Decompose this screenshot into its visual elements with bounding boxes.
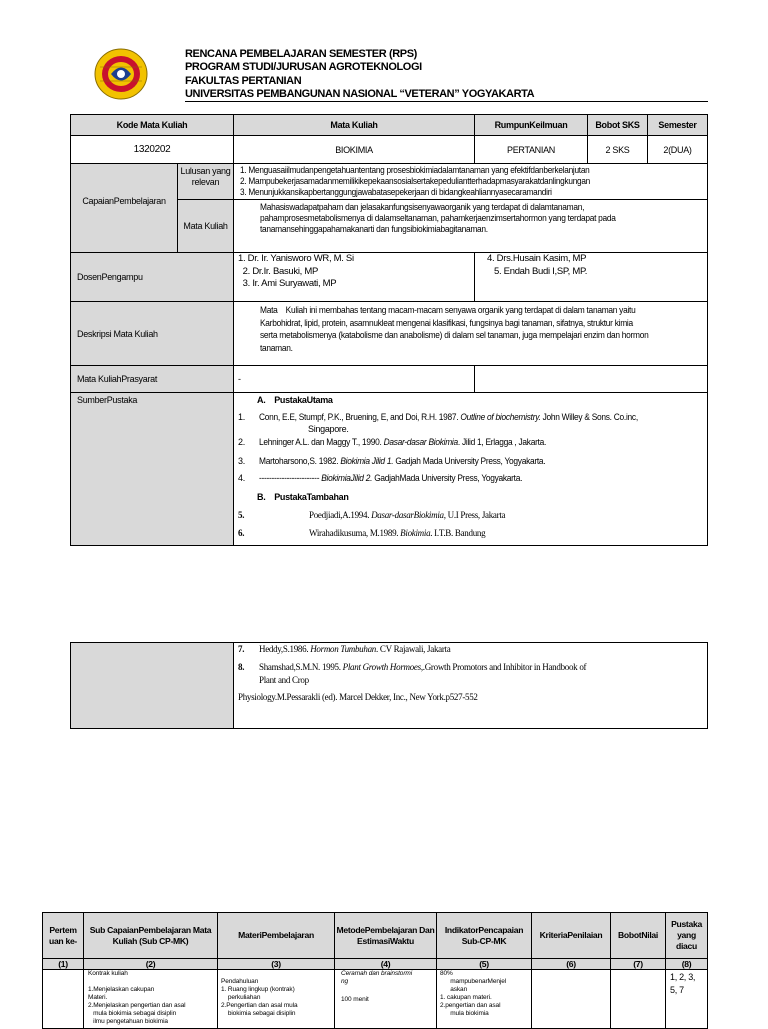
reference-title: Biokimia Jilid 1.: [340, 456, 394, 466]
pustaka-ref-line: 5, 7: [670, 985, 684, 995]
schedule-header-materi: MateriPembelajaran: [217, 912, 335, 959]
metode-spacer: [341, 986, 434, 996]
indikator-line: mampubenarMenjel: [440, 978, 507, 985]
lulusan-item: 2. Mampubekerjasamadanmemilikikepekaansosialsertakepeduliantterhadapmasyarakatdanlingkungan: [240, 176, 591, 186]
header-title: RENCANA PEMBELAJARAN SEMESTER (RPS): [185, 48, 417, 60]
reference-entry: [259, 437, 546, 447]
reference-title: BiokimiaJilid 2.: [321, 473, 373, 483]
metode-line: ng: [341, 978, 349, 985]
reference-text: Poedjiadi,A.1994.: [309, 510, 372, 520]
reference-entry: Physiology.M.Pessarakli (ed). Marcel Dekker, Inc., New York.p527-552: [238, 692, 478, 702]
subcp-line: ilmu pengetahuan biokimia: [88, 1018, 168, 1025]
dosen-name: 1. Dr. Ir. Yanisworo WR, M. Si: [238, 253, 354, 264]
value-kode: 1320202: [70, 135, 234, 164]
deskripsi-line: Karbohidrat, lipid, protein, asamnukleat mengenai klasifikasi, fungsinya bagi tanaman, sifatnya, struktur kimia: [260, 317, 633, 328]
reference-number: 8.: [238, 662, 245, 672]
reference-text: John Willey & Sons. Co.inc,: [540, 412, 638, 422]
reference-text: . CV Rajawali, Jakarta: [375, 644, 451, 654]
university-logo: [94, 47, 148, 101]
schedule-colnum: (4): [334, 958, 437, 970]
lulusan-item: 1. Menguasaiilmudanpengetahuantentang prosesbiokimiadalamtanaman yang efektifdanberkelanjutan: [240, 165, 590, 175]
indikator-line: 1. cakupan materi.: [440, 994, 492, 1001]
reference-title: Plant Growth Hormoes: [342, 662, 421, 672]
reference-entry: [259, 412, 638, 422]
lulusan-item: 3. Menunjukkansikapbertanggungjawabatasepekerjaan di bidangkeahliannyasecaramandiri: [240, 187, 552, 197]
schedule-colnum: (2): [83, 958, 218, 970]
header-university: UNIVERSITAS PEMBANGUNAN NASIONAL “VETERAN” YOGYAKARTA: [185, 88, 535, 100]
reference-title: Dasar-dasarBiokimia: [371, 510, 444, 520]
subcp-line: Materi.: [88, 994, 108, 1001]
header-divider: [185, 101, 708, 102]
materi-line: 1. Ruang lingkup (kontrak): [221, 986, 295, 993]
capaian-label-extension: [70, 237, 178, 253]
capaian-text-line: Mahasiswadapatpaham dan jelasakanfungsisenyawaorganik yang terdapat di dalamtanaman,: [260, 202, 585, 212]
prasyarat-label: Mata KuliahPrasyarat: [70, 365, 234, 393]
reference-title: Biokimia: [400, 528, 431, 538]
metode-line: 100 menit: [341, 996, 369, 1003]
schedule-colnum: (3): [217, 958, 335, 970]
reference-text: ------------------------: [259, 473, 322, 483]
pustaka-utama-heading: A. PustakaUtama: [257, 395, 333, 405]
reference-text: Shamshad,S.M.N. 1995.: [259, 662, 343, 672]
matakuliah-capaian-text: [233, 199, 708, 253]
reference-entry: [309, 528, 485, 538]
subcp-line: Kontrak kuliah: [88, 970, 128, 977]
schedule-cell-bobot: [610, 969, 666, 1029]
col-header-matakuliah: Mata Kuliah: [233, 114, 475, 136]
schedule-cell-kriteria: [531, 969, 611, 1029]
deskripsi-line: serta metabolismenya (katabolisme dan anabolisme) di dalam sel tanaman, juga mempelajari enzim dan hormon: [260, 330, 649, 340]
reference-number: 3.: [238, 456, 245, 466]
reference-title: Dasar-dasar Biokimia: [383, 437, 458, 447]
header-program: PROGRAM STUDI/JURUSAN AGROTEKNOLOGI: [185, 61, 422, 73]
col-header-semester: Semester: [647, 114, 708, 136]
indikator-line: 80%: [440, 970, 453, 977]
col-header-rumpun: RumpunKeilmuan: [474, 114, 588, 136]
deskripsi-label: Deskripsi Mata Kuliah: [70, 301, 234, 366]
indikator-line: askan: [440, 986, 468, 993]
reference-continuation: Singapore.: [308, 424, 349, 434]
value-semester: 2(DUA): [647, 135, 708, 164]
reference-number: 1.: [238, 412, 245, 422]
subcp-line: mula biokimia sebagai disiplin: [88, 1010, 177, 1017]
reference-text: . Jilid 1, Erlagga , Jakarta.: [457, 437, 547, 447]
reference-text: Conn, E.E, Stumpf, P.K., Bruening, E, and Doi, R.H. 1987.: [259, 412, 461, 422]
reference-text: Lehninger A.L. dan Maggy T., 1990.: [259, 437, 384, 447]
schedule-header-metode: MetodePembelajaran Dan EstimasiWaktu: [334, 912, 437, 959]
capaian-text-line: tanamansehinggapahamakanarti dan fungsibiokimiabagitanaman.: [260, 224, 488, 234]
dosen-name: 2. Dr.Ir. Basuki, MP: [238, 265, 318, 277]
metode-line: Ceramah dan brainstormi: [341, 970, 413, 977]
schedule-cell-indikator: [436, 969, 532, 1029]
matakuliah-capaian-label: Mata Kuliah: [177, 199, 234, 253]
reference-entry: [259, 473, 522, 483]
value-rumpun: PERTANIAN: [474, 135, 588, 164]
reference-title: Outline of biochemistry.: [460, 412, 541, 422]
materi-line: 2.Pengertian dan asal mula: [221, 1002, 298, 1009]
reference-title: Hormon Tumbuhan: [310, 644, 376, 654]
schedule-colnum: (1): [42, 958, 84, 970]
pustaka-continued-label: [70, 642, 234, 729]
schedule-colnum: (5): [436, 958, 532, 970]
subcp-line: [88, 978, 215, 986]
prasyarat-empty: [474, 365, 708, 393]
schedule-cell-pustaka: [665, 969, 708, 1029]
reference-continuation: Plant and Crop: [259, 675, 309, 685]
schedule-header-bobot: BobotNilai: [610, 912, 666, 959]
schedule-header-kriteria: KriteriaPenilaian: [531, 912, 611, 959]
subcp-line: 1.Menjelaskan cakupan: [88, 986, 155, 993]
dosen-name: 5. Endah Budi I,SP, MP.: [487, 265, 588, 277]
reference-text: , U.I Press, Jakarta: [443, 510, 506, 520]
reference-text: Wirahadikusuma, M.1989.: [309, 528, 401, 538]
col-header-kode: Kode Mata Kuliah: [70, 114, 234, 136]
reference-entry: [259, 644, 450, 654]
capaian-text-line: pahamprosesmetabolismenya di dalamseltanaman, pahamkerjaenzimsertahormon yang terdapat pada: [260, 213, 616, 223]
pustaka-continued-content: [233, 642, 708, 729]
reference-text: Gadjah Mada University Press, Yogyakarta.: [393, 456, 546, 466]
schedule-cell-pertemuan: [42, 969, 84, 1029]
reference-text: . I.T.B. Bandung: [430, 528, 486, 538]
capaian-label: CapaianPembelajaran: [70, 163, 178, 238]
schedule-header-pertemuan: Pertem uan ke-: [42, 912, 84, 959]
dosen-left: [233, 252, 475, 302]
reference-number: 2.: [238, 437, 245, 447]
reference-number: 7.: [238, 644, 245, 654]
indikator-line: 2.pengertian dan asal: [440, 1002, 501, 1009]
reference-text: Heddy,S.1986.: [259, 644, 311, 654]
schedule-cell-metode: [334, 969, 437, 1029]
dosen-right: [474, 252, 708, 302]
indikator-line: mula biokimia: [440, 1010, 489, 1017]
reference-number: 6.: [238, 528, 245, 538]
deskripsi-line: tanaman.: [260, 342, 293, 353]
col-header-sks: Bobot SKS: [587, 114, 648, 136]
materi-line: biokimia sebagai disiplin: [221, 1010, 296, 1017]
schedule-colnum: (8): [665, 958, 708, 970]
dosen-name: 4. Drs.Husain Kasim, MP: [487, 253, 587, 264]
materi-line: Pendahuluan: [221, 978, 259, 985]
schedule-colnum: (7): [610, 958, 666, 970]
value-sks: 2 SKS: [587, 135, 648, 164]
deskripsi-text: [233, 301, 708, 366]
subcp-line: 2.Menjelaskan pengertian dan asal: [88, 1002, 186, 1009]
pustaka-ref-line: 1, 2, 3,: [670, 972, 696, 982]
dosen-label: DosenPengampu: [70, 252, 234, 302]
schedule-header-subcp: Sub CapaianPembelajaran Mata Kuliah (Sub CP-MK): [83, 912, 218, 959]
prasyarat-value: -: [233, 365, 475, 393]
dosen-name: 3. Ir. Ami Suryawati, MP: [238, 278, 337, 289]
lulusan-items: [233, 163, 708, 200]
schedule-cell-materi: [217, 969, 335, 1029]
reference-entry: [309, 510, 505, 520]
reference-entry: [259, 456, 545, 466]
reference-text: ,.Growth Promotors and Inhibitor in Handbook of: [420, 662, 587, 672]
pustaka-tambahan-heading: B. PustakaTambahan: [257, 492, 349, 502]
reference-entry: [259, 662, 586, 672]
header-faculty: FAKULTAS PERTANIAN: [185, 75, 302, 87]
materi-line: perkuliahan: [221, 994, 261, 1001]
schedule-header-pustaka: Pustaka yang diacu: [665, 912, 708, 959]
reference-text: GadjahMada University Press, Yogyakarta.: [372, 473, 523, 483]
schedule-header-indikator: IndikatorPencapaian Sub-CP-MK: [436, 912, 532, 959]
reference-number: 5.: [238, 510, 245, 520]
pustaka-label: SumberPustaka: [70, 392, 234, 546]
schedule-colnum: (6): [531, 958, 611, 970]
deskripsi-line: Mata Kuliah ini membahas tentang macam-macam senyawa organik yang terdapat di dalam tanaman yaitu: [260, 305, 636, 315]
reference-number: 4.: [238, 473, 245, 483]
value-matakuliah: BIOKIMIA: [233, 135, 475, 164]
schedule-cell-subcp: [83, 969, 218, 1029]
lulusan-label: Lulusan yang relevan: [177, 163, 234, 200]
reference-text: Martoharsono,S. 1982.: [259, 456, 341, 466]
